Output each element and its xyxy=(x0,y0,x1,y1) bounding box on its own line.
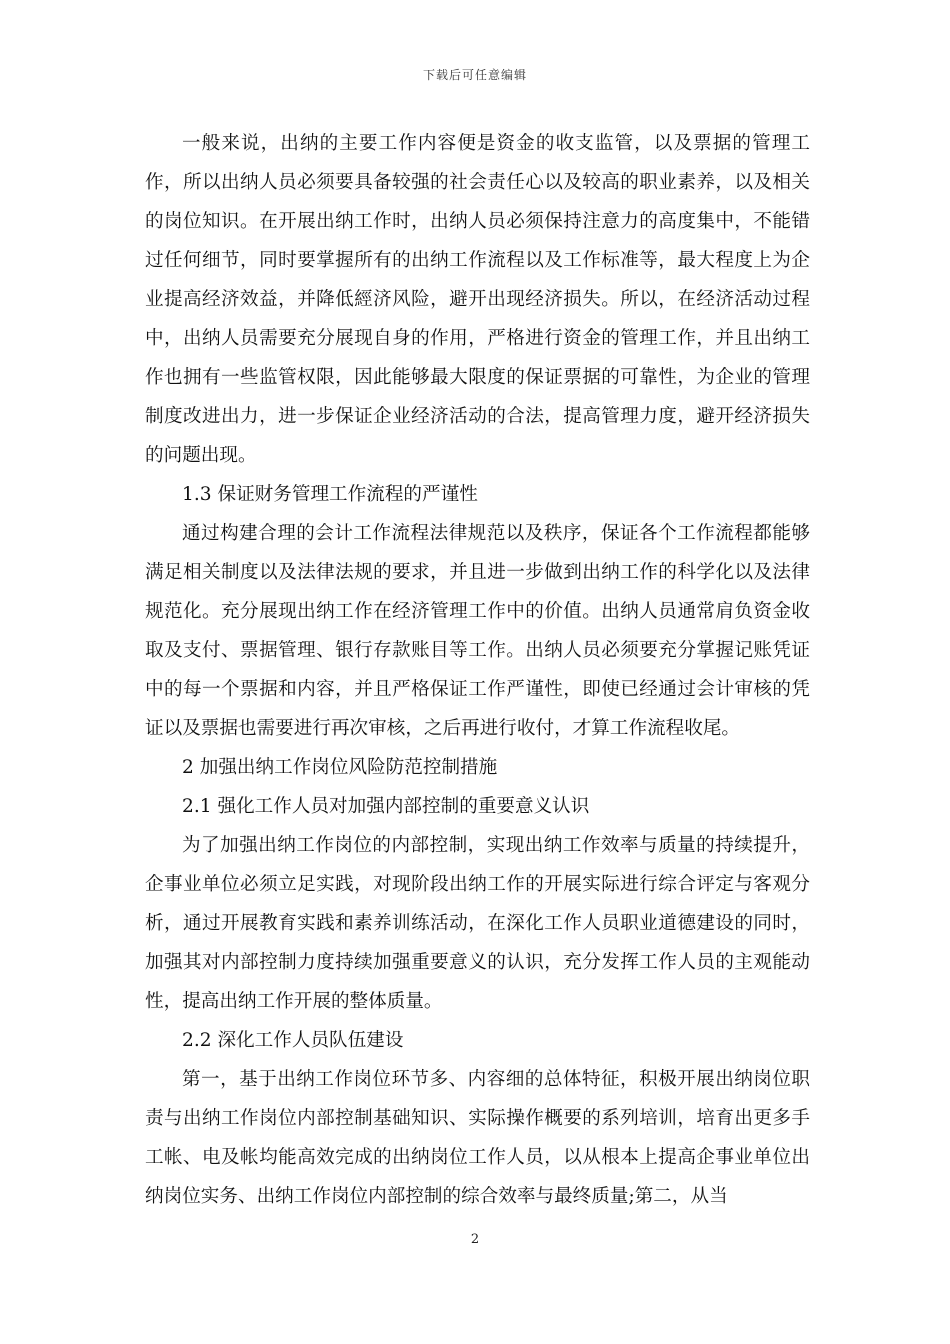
paragraph-internal-control: 为了加强出纳工作岗位的内部控制，实现出纳工作效率与质量的持续提升，企事业单位必须立足实践，对现阶段出纳工作的开展实际进行综合评定与客观分析，通过开展教育实践和素养训练活动，在深化工作人员职业道德建设的同时，加强其对内部控制力度持续加强重要意义的认识，充分发挥工作人员的主观能动性，提高出纳工作开展的整体质量。 xyxy=(145,835,810,1012)
section-heading-1-3: 1.3 保证财务管理工作流程的严谨性 xyxy=(182,484,478,505)
paragraph-team-building: 第一，基于出纳工作岗位环节多、内容细的总体特征，积极开展出纳岗位职责与出纳工作岗位内部控制基础知识、实际操作概要的系列培训，培育出更多手工帐、电及帐均能高效完成的出纳岗位工作人员，以从根本上提高企事业单位出纳岗位实务、出纳工作岗位内部控制的综合效率与最终质量;第二，从当 xyxy=(145,1069,810,1207)
page-header: 下载后可任意编辑 xyxy=(422,68,527,82)
paragraph-workflow-rigor: 通过构建合理的会计工作流程法律规范以及秩序，保证各个工作流程都能够满足相关制度以及法律法规的要求，并且进一步做到出纳工作的科学化以及法律规范化。充分展现出纳工作在经济管理工作中的价值。出纳人员通常肩负资金收取及支付、票据管理、银行存款账目等工作。出纳人员必须要充分掌握记账凭证中的每一个票据和内容，并且严格保证工作严谨性，即使已经通过会计审核的凭证以及票据也需要进行再次审核，之后再进行收付，才算工作流程收尾。 xyxy=(145,523,810,739)
section-heading-2-1: 2.1 强化工作人员对加强内部控制的重要意义认识 xyxy=(182,796,590,817)
page-number: 2 xyxy=(470,1232,480,1247)
paragraph-cashier-duties: 一般来说，出纳的主要工作内容便是资金的收支监管，以及票据的管理工作，所以出纳人员必须要具备较强的社会责任心以及较高的职业素养，以及相关的岗位知识。在开展出纳工作时，出纳人员必须保持注意力的高度集中，不能错过任何细节，同时要掌握所有的出纳工作流程以及工作标准等，最大程度上为企业提高经济效益，并降低經济风险，避开出现经济损失。所以，在经济活动过程中，出纳人员需要充分展现自身的作用，严格进行资金的管理工作，并且出纳工作也拥有一些监管权限，因此能够最大限度的保证票据的可靠性，为企业的管理制度改进出力，进一步保证企业经济活动的合法，提高管理力度，避开经济损失的问题出现。 xyxy=(145,133,810,466)
section-heading-2-2: 2.2 深化工作人员队伍建设 xyxy=(182,1030,404,1051)
section-heading-2: 2 加强出纳工作岗位风险防范控制措施 xyxy=(182,757,498,778)
document-body xyxy=(145,124,810,1216)
